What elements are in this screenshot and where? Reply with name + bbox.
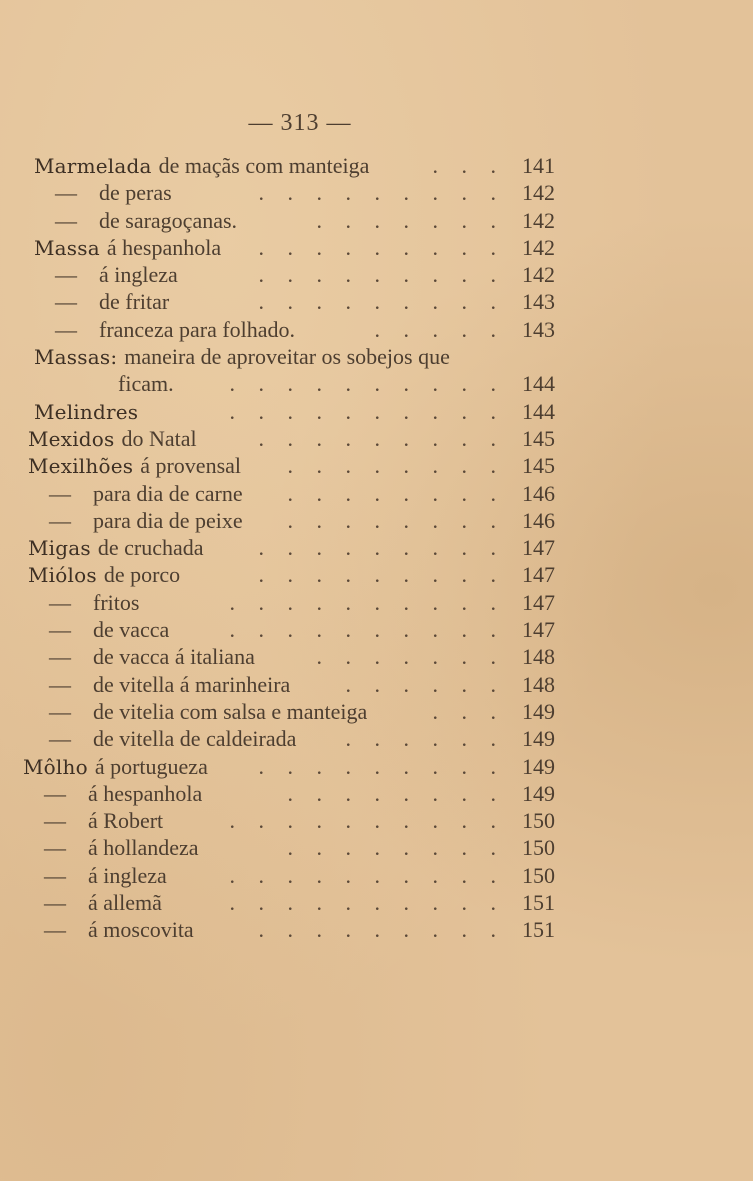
- dot-leader: . . . . . . . . .: [258, 262, 505, 288]
- index-entry: [0, 561, 555, 588]
- index-entry: [0, 179, 555, 206]
- dot-leader: . . . . . . . . . .: [229, 862, 505, 888]
- page-reference: 143: [522, 316, 555, 342]
- dot-leader: . . . . . . . . .: [258, 753, 505, 779]
- entry-heading: Migas: [28, 536, 91, 561]
- entry-heading: Marmelada: [34, 154, 152, 178]
- page-reference: 147: [522, 589, 555, 615]
- entry-text: á Robert: [88, 808, 164, 834]
- entry-text: á hespanhola: [106, 234, 222, 260]
- entry-heading: Mexidos: [28, 426, 115, 451]
- index-entry: [0, 316, 555, 343]
- continuation-dash: —: [55, 289, 77, 315]
- page-reference: 148: [522, 671, 555, 697]
- page-reference: 141: [522, 153, 555, 178]
- index-entry: [0, 370, 555, 397]
- page-reference: 151: [522, 890, 555, 916]
- dot-leader: . . . . . . . . . .: [229, 617, 505, 643]
- index-entry: [0, 671, 555, 698]
- entry-text: para dia de peixe: [93, 507, 243, 533]
- entry-text: á allemã: [88, 890, 162, 916]
- page-reference: 146: [522, 507, 555, 533]
- dot-leader: . . . . . .: [345, 726, 505, 752]
- index-entry: [0, 698, 555, 725]
- index-entry: [0, 753, 555, 780]
- entry-text: de vitella de caldeirada: [93, 726, 297, 752]
- dot-leader: . . . . . . . . .: [258, 425, 505, 451]
- dot-leader: . . .: [432, 153, 505, 178]
- page-reference: 145: [522, 453, 555, 479]
- page-reference: 149: [522, 753, 555, 779]
- index-entry: [0, 889, 555, 916]
- page-reference: 142: [522, 262, 555, 288]
- dot-leader: . . . . . . . . . .: [229, 890, 505, 916]
- dot-leader: . . . . . . . . .: [258, 234, 505, 260]
- entry-heading: Miólos: [28, 563, 97, 588]
- entry-text: á provensal: [140, 453, 242, 479]
- dot-leader: . . . . . . .: [316, 207, 505, 233]
- index-entry: [0, 807, 555, 834]
- page-reference: 146: [522, 480, 555, 506]
- dot-leader: . . . . . . . . . .: [229, 398, 505, 424]
- dot-leader: . . . . . . . .: [287, 480, 505, 506]
- index-entry: [0, 152, 555, 179]
- dot-leader: . . . . . . . . . .: [229, 371, 505, 397]
- page-reference: 151: [522, 917, 555, 943]
- index-entry: [0, 234, 555, 261]
- dot-leader: . . . . . . . .: [287, 780, 505, 806]
- entry-text: de fritar: [99, 289, 170, 315]
- page-number: — 313 —: [248, 110, 352, 136]
- page-reference: 149: [522, 726, 555, 752]
- entry-text: de vacca: [93, 617, 170, 643]
- index-entry: [0, 725, 555, 752]
- dot-leader: . . . . . . . . .: [258, 289, 505, 315]
- index-entry: [0, 343, 555, 370]
- page-reference: 147: [522, 535, 555, 561]
- continuation-dash: —: [55, 262, 77, 288]
- page-reference: 150: [522, 835, 555, 861]
- continuation-dash: —: [44, 862, 66, 888]
- entry-text: á hespanhola: [88, 780, 203, 806]
- index-entry: [0, 207, 555, 234]
- entry-text: á ingleza: [88, 862, 167, 888]
- entry-text: á hollandeza: [88, 835, 199, 861]
- page-reference: 147: [522, 562, 555, 588]
- continuation-dash: —: [55, 316, 77, 342]
- entry-heading: Môlho: [23, 754, 88, 779]
- page-reference: 145: [522, 425, 555, 451]
- index-entry: [0, 862, 555, 889]
- entry-text: á moscovita: [88, 917, 194, 943]
- index-entry: [0, 534, 555, 561]
- dot-leader: . . . . . . . . .: [258, 535, 505, 561]
- entry-heading: Melindres: [34, 399, 139, 424]
- continuation-dash: —: [44, 780, 66, 806]
- page-reference: 142: [522, 207, 555, 233]
- continuation-dash: —: [49, 698, 71, 724]
- index-entry: [0, 643, 555, 670]
- entry-text: de vitella á marinheira: [93, 671, 291, 697]
- entry-text: de cruchada: [97, 535, 204, 561]
- page-reference: 143: [522, 289, 555, 315]
- page-reference: 148: [522, 644, 555, 670]
- index-entry: [0, 507, 555, 534]
- page-reference: 142: [522, 234, 555, 260]
- continuation-dash: —: [44, 835, 66, 861]
- entry-text: de peras: [99, 180, 172, 206]
- entry-text: de vacca á italiana: [93, 644, 255, 670]
- page-reference: 149: [522, 698, 555, 724]
- entry-text: á portugueza: [94, 753, 208, 779]
- dot-leader: . . . . . . . . .: [258, 562, 505, 588]
- index-entry: [0, 398, 555, 425]
- entry-text: de porco: [103, 562, 181, 588]
- dot-leader: . . . . . . . .: [287, 835, 505, 861]
- continuation-dash: —: [44, 808, 66, 834]
- page-reference: 149: [522, 780, 555, 806]
- page-reference: 144: [522, 398, 555, 424]
- entry-text: do Natal: [121, 425, 197, 451]
- index-entry: [0, 589, 555, 616]
- entry-text: fritos: [93, 589, 140, 615]
- entry-text: de maçãs com manteiga: [158, 153, 370, 178]
- entry-text: á ingleza: [99, 262, 178, 288]
- entry-text: maneira de aproveitar os sobejos que: [124, 344, 450, 370]
- dot-leader: . . . . . .: [345, 671, 505, 697]
- continuation-dash: —: [49, 507, 71, 533]
- index-entry: [0, 916, 555, 943]
- continuation-dash: —: [49, 617, 71, 643]
- index-entry: [0, 288, 555, 315]
- dot-leader: . . . . . . . . .: [258, 180, 505, 206]
- entry-text: franceza para folhado.: [99, 316, 296, 342]
- dot-leader: . . . . .: [374, 316, 505, 342]
- dot-leader: . . . . . . . .: [287, 453, 505, 479]
- entry-text: de saragoçanas.: [99, 207, 238, 233]
- continuation-dash: —: [49, 726, 71, 752]
- dot-leader: . . . . . . . . .: [258, 917, 505, 943]
- dot-leader: . . . . . . . .: [287, 507, 505, 533]
- page-reference: 150: [522, 862, 555, 888]
- continuation-dash: —: [44, 890, 66, 916]
- index-entry: [0, 616, 555, 643]
- index-entry: [0, 452, 555, 479]
- page-reference: 142: [522, 180, 555, 206]
- page-reference: 150: [522, 808, 555, 834]
- dot-leader: . . . . . . .: [316, 644, 505, 670]
- index-entry: [0, 780, 555, 807]
- index-entry: [0, 834, 555, 861]
- dot-leader: . . .: [432, 698, 505, 724]
- continuation-dash: —: [49, 644, 71, 670]
- continuation-dash: —: [49, 480, 71, 506]
- continuation-dash: —: [49, 589, 71, 615]
- entry-text: para dia de carne: [93, 480, 243, 506]
- entry-text: de vitelia com salsa e manteiga: [93, 698, 368, 724]
- page-reference: 147: [522, 617, 555, 643]
- entry-text: ficam.: [118, 371, 174, 397]
- entry-heading: Massas:: [34, 345, 118, 370]
- index-entry: [0, 261, 555, 288]
- entry-heading: Mexilhões: [28, 454, 134, 479]
- index-entry: [0, 480, 555, 507]
- continuation-dash: —: [55, 207, 77, 233]
- dot-leader: . . . . . . . . . .: [229, 808, 505, 834]
- index-entries: [0, 152, 600, 944]
- page-reference: 144: [522, 371, 555, 397]
- continuation-dash: —: [49, 671, 71, 697]
- index-entry: [0, 425, 555, 452]
- entry-heading: Massa: [34, 235, 100, 260]
- dot-leader: . . . . . . . . . .: [229, 589, 505, 615]
- continuation-dash: —: [55, 180, 77, 206]
- continuation-dash: —: [44, 917, 66, 943]
